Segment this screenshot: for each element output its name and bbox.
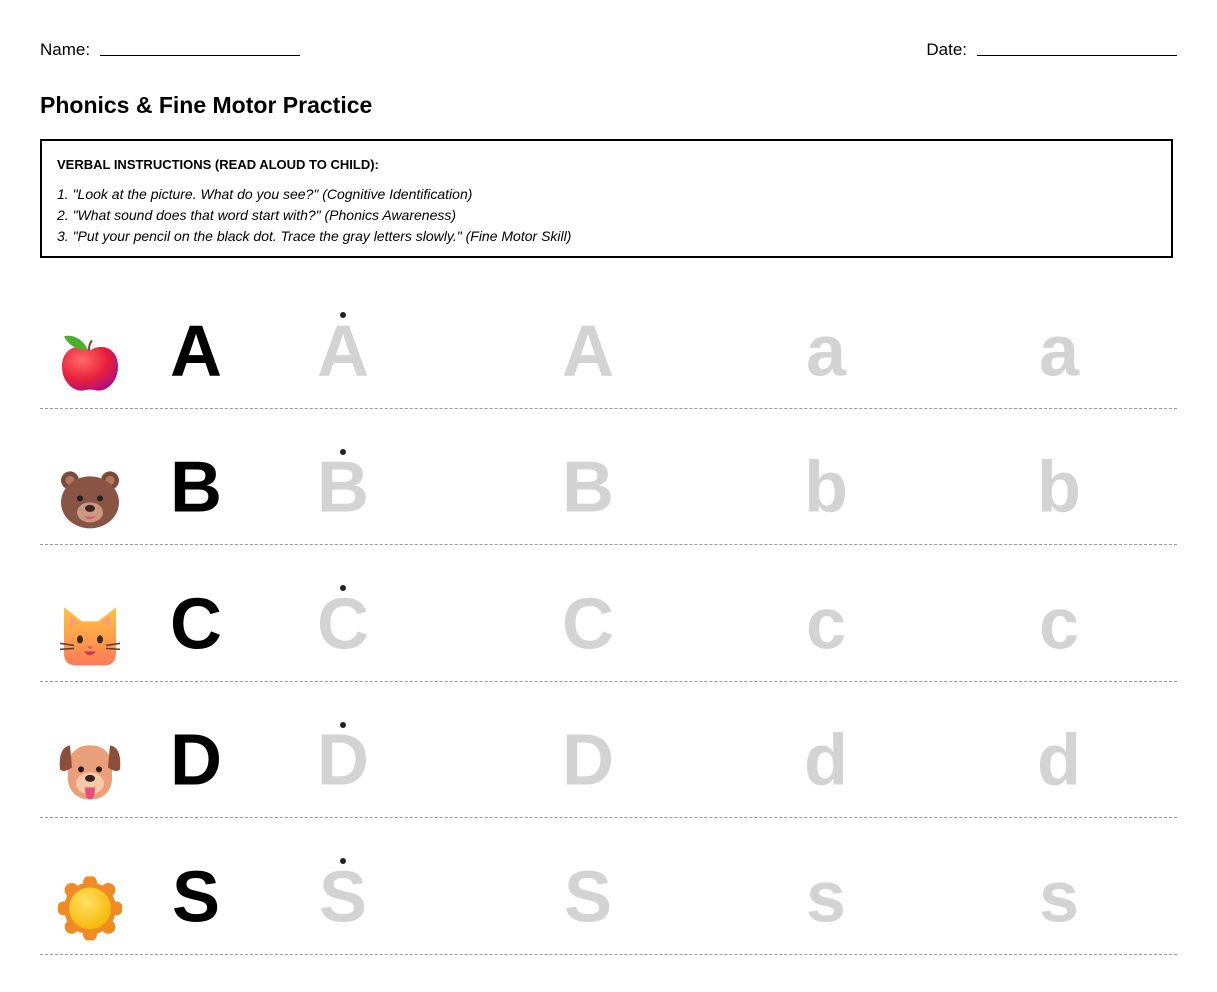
practice-row-d xyxy=(40,682,1177,819)
cat-face-icon xyxy=(58,603,122,667)
trace-letter: D xyxy=(562,720,614,801)
bear-face-icon xyxy=(58,467,122,531)
letter-model: C xyxy=(170,584,222,665)
trace-letter: b xyxy=(1037,447,1081,528)
practice-row-a xyxy=(40,272,1177,409)
trace-letter: d xyxy=(804,720,848,801)
trace-letter: a xyxy=(1038,311,1080,392)
date-label: Date: xyxy=(926,40,967,59)
instructions-box xyxy=(40,139,1173,258)
letter-model: S xyxy=(171,857,221,938)
practice-row-c xyxy=(40,545,1177,682)
name-field xyxy=(40,38,300,62)
dog-face-icon xyxy=(58,740,122,804)
sun-icon xyxy=(58,876,122,940)
practice-row-b xyxy=(40,409,1177,546)
letter-model: B xyxy=(170,447,222,528)
trace-letter: S xyxy=(563,857,613,938)
instruction-step-1: 1. "Look at the picture. What do you see?" (Cognitive Identification) xyxy=(57,186,473,202)
page-title: Phonics & Fine Motor Practice xyxy=(40,92,373,118)
trace-letter: A xyxy=(562,311,614,392)
trace-letter: B xyxy=(562,447,614,528)
trace-letter: b xyxy=(804,447,848,528)
trace-letter: S xyxy=(318,857,368,938)
date-field xyxy=(926,38,1177,62)
trace-letter: s xyxy=(1038,857,1080,938)
practice-row-s xyxy=(40,818,1177,955)
instruction-step-3: 3. "Put your pencil on the black dot. Trace the gray letters slowly." (Fine Motor Skill) xyxy=(57,228,572,244)
practice-rows xyxy=(40,272,1177,955)
trace-letter: C xyxy=(317,584,369,665)
letter-model: A xyxy=(170,311,222,392)
instruction-step-2: 2. "What sound does that word start with?" (Phonics Awareness) xyxy=(57,207,457,223)
name-label: Name: xyxy=(40,40,91,59)
trace-letter: C xyxy=(562,584,614,665)
letter-model: D xyxy=(170,720,222,801)
trace-letter: c xyxy=(1038,584,1080,665)
apple-icon xyxy=(58,330,122,394)
name-line[interactable] xyxy=(100,55,300,56)
trace-letter: s xyxy=(805,857,847,938)
trace-letter: B xyxy=(317,447,369,528)
trace-letter: A xyxy=(317,311,369,392)
trace-letter: d xyxy=(1037,720,1081,801)
trace-letter: c xyxy=(805,584,847,665)
trace-letter: D xyxy=(317,720,369,801)
worksheet-header xyxy=(40,38,1177,62)
date-line[interactable] xyxy=(977,55,1177,56)
instructions-heading: VERBAL INSTRUCTIONS (READ ALOUD TO CHILD): xyxy=(57,157,379,172)
trace-letter: a xyxy=(805,311,847,392)
